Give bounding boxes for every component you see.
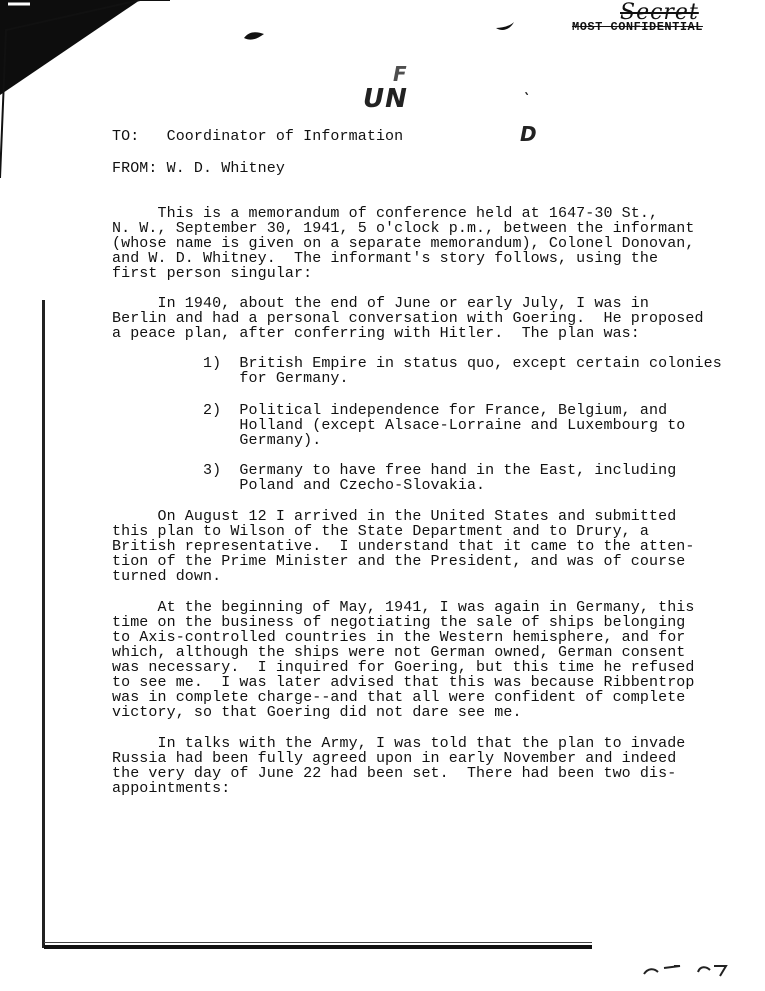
body-line: N. W., September 30, 1941, 5 o'clock p.m., between the informant: [112, 220, 695, 237]
body-line: which, although the ships were not German owned, German consent: [112, 644, 686, 661]
body-line: time on the business of negotiating the sale of ships belonging: [112, 614, 686, 631]
list-item: 2) Political independence for France, Belgium, and: [112, 402, 668, 419]
body-line: Berlin and had a personal conversation with Goering. He proposed: [112, 310, 704, 327]
body-line: first person singular:: [112, 265, 313, 282]
list-item: 3) Germany to have free hand in the East, including: [112, 462, 677, 479]
body-line: appointments:: [112, 780, 231, 797]
body-line: In 1940, about the end of June or early July, I was in: [112, 295, 649, 312]
faded-strip: [140, 950, 380, 966]
body-line: British representative. I understand that it came to the atten-: [112, 538, 695, 555]
body-line: On August 12 I arrived in the United States and submitted: [112, 508, 677, 525]
body-line: tion of the Prime Minister and the President, and was of course: [112, 553, 686, 570]
list-item: for Germany.: [112, 370, 349, 387]
ink-blot-mark: [494, 20, 516, 34]
ink-blot-mark: [242, 28, 266, 44]
list-item: Germany).: [112, 432, 322, 449]
stamp-fragment-d: D: [520, 122, 537, 146]
body-line: this plan to Wilson of the State Department and to Drury, a: [112, 523, 649, 540]
body-line: and W. D. Whitney. The informant's story follows, using the: [112, 250, 659, 267]
body-line: was in complete charge--and that all were confident of complete: [112, 689, 686, 706]
list-item: Holland (except Alsace-Lorraine and Luxembourg to: [112, 417, 686, 434]
classification-stamp: [572, 2, 742, 38]
secret-stamp: Secret: [620, 0, 699, 25]
list-item: Poland and Czecho-Slovakia.: [112, 477, 486, 494]
body-line: a peace plan, after conferring with Hitler. The plan was:: [112, 325, 640, 342]
body-line: victory, so that Goering did not dare see me.: [112, 704, 522, 721]
from-line: FROM: W. D. Whitney: [112, 160, 285, 177]
unclassified-stamp: F UN ` D: [363, 62, 537, 146]
body-line: In talks with the Army, I was told that the plan to invade: [112, 735, 686, 752]
body-line: turned down.: [112, 568, 222, 585]
body-line: This is a memorandum of conference held at 1647-30 St.,: [112, 205, 659, 222]
bottom-rule: [44, 945, 592, 949]
to-line: TO: Coordinator of Information: [112, 128, 404, 145]
stamp-fragment-f: F: [393, 62, 407, 86]
body-line: the very day of June 22 had been set. There had been two dis-: [112, 765, 677, 782]
body-line: Russia had been fully agreed upon in early November and indeed: [112, 750, 677, 767]
body-line: was necessary. I inquired for Goering, but this time he refused: [112, 659, 695, 676]
body-line: (whose name is given on a separate memorandum), Colonel Donovan,: [112, 235, 695, 252]
body-line: At the beginning of May, 1941, I was again in Germany, this: [112, 599, 695, 616]
most-confidential-stamp: MOST CONFIDENTIAL: [572, 20, 703, 34]
unclassified-stamp-text: UN: [363, 84, 408, 114]
bottom-rule-thin: [44, 942, 592, 943]
left-margin-rule: [42, 300, 45, 948]
body-line: to Axis-controlled countries in the Western hemisphere, and for: [112, 629, 686, 646]
body-line: to see me. I was later advised that this was because Ribbentrop: [112, 674, 695, 691]
list-item: 1) British Empire in status quo, except certain colonies: [112, 355, 722, 372]
